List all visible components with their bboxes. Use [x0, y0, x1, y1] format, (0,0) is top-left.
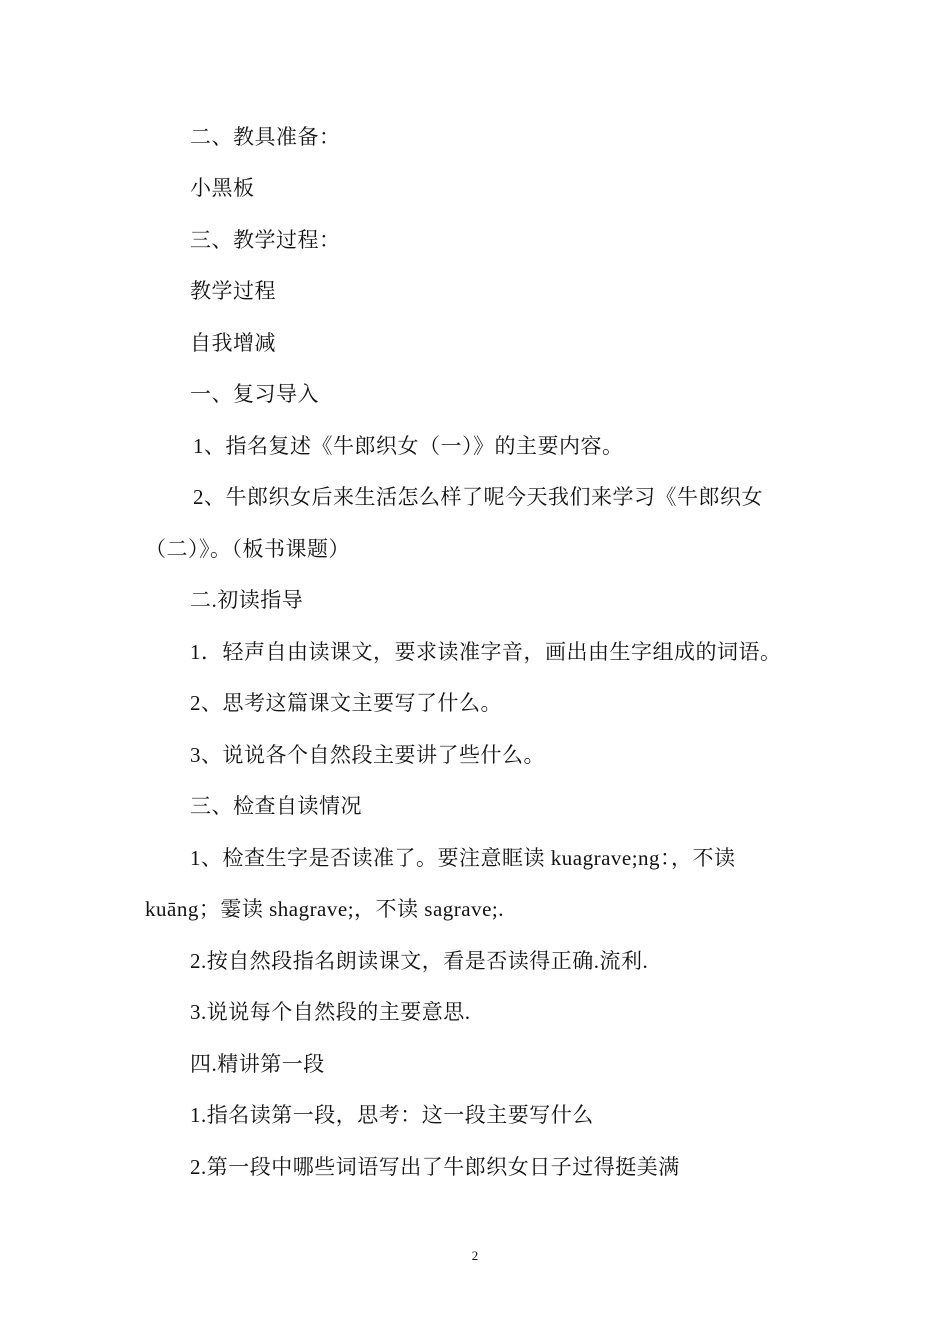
reading-step-1: 1．轻声自由读课文，要求读准字音，画出由生字组成的词语。 [190, 640, 782, 664]
review-step-2: 2、牛郎织女后来生活怎么样了呢今天我们来学习《牛郎织女 [193, 485, 763, 509]
check-step-3: 3.说说每个自然段的主要意思. [190, 1000, 471, 1024]
first-paragraph-heading: 四.精讲第一段 [190, 1052, 325, 1076]
reading-step-2: 2、思考这篇课文主要写了什么。 [190, 691, 502, 715]
paragraph-step-1: 1.指名读第一段，思考：这一段主要写什么 [190, 1103, 594, 1127]
teaching-tool-item: 小黑板 [190, 176, 255, 200]
check-step-1-continued: kuāng；霎读 shagrave;，不读 sagrave;. [145, 897, 504, 921]
section-teaching-tools-heading: 二、教具准备： [190, 125, 341, 149]
review-step-2-continued: （二）》。（板书课题） [145, 537, 350, 561]
check-step-2: 2.按自然段指名朗读课文，看是否读得正确.流利. [190, 949, 649, 973]
review-step-1: 1、指名复述《牛郎织女（一）》的主要内容。 [193, 434, 624, 458]
review-intro-heading: 一、复习导入 [190, 382, 319, 406]
first-reading-heading: 二.初读指导 [190, 588, 304, 612]
section-teaching-process-heading: 三、教学过程： [190, 228, 341, 252]
check-step-1: 1、检查生字是否读准了。要注意眶读 kuagrave;ng：，不读 [190, 846, 736, 870]
page-number: 2 [471, 1248, 479, 1263]
reading-step-3: 3、说说各个自然段主要讲了些什么。 [190, 743, 545, 767]
self-reading-check-heading: 三、检查自读情况 [190, 794, 362, 818]
self-adjust-label: 自我增减 [190, 331, 276, 355]
process-label: 教学过程 [190, 279, 276, 303]
paragraph-step-2: 2.第一段中哪些词语写出了牛郎织女日子过得挺美满 [190, 1155, 680, 1179]
